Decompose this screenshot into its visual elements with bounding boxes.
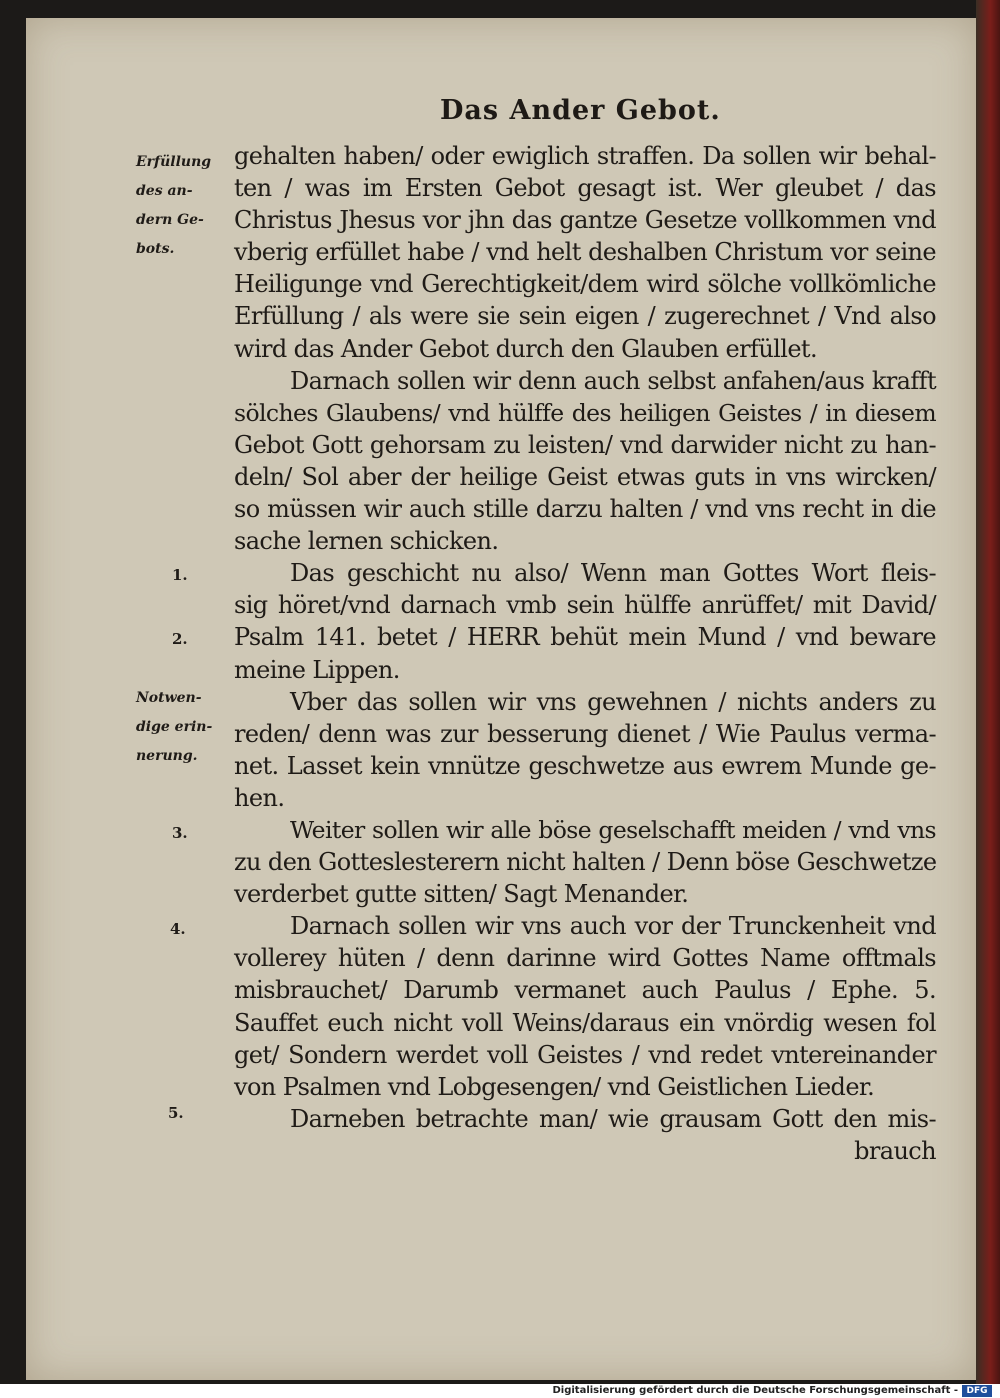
funding-credit: Digitalisierung gefördert durch die Deutsche Forschungsgemeinschaft - [552,1385,958,1396]
text-line: hen. [234,783,285,812]
margin-number: 1. [172,566,188,584]
text-line: sölches Glaubens/ vnd hülffe des heiligen Geistes / in diesem [234,398,936,427]
text-line: gehalten haben/ oder ewiglich straffen. Da sollen wir behal- [234,142,936,170]
text-line: Darnach sollen wir vns auch vor der Trunckenheit vnd [290,912,936,941]
text-line: von Psalmen vnd Lobgesengen/ vnd Geistlichen Lieder. [234,1072,875,1101]
margin-note-line: des an- [136,183,193,199]
text-line: Darneben betrachte man/ wie grausam Gott den mis- [290,1104,936,1133]
book-spine-edge [976,0,1000,1384]
margin-number: 3. [172,824,188,842]
text-line: get/ Sondern werdet voll Geistes / vnd redet vntereinander [234,1040,936,1069]
text-line: Christus Jhesus vor jhn das gantze Gesetze vollkommen vnd [234,206,936,235]
text-line: Vber das sollen wir vns gewehnen / nichts anders zu [290,687,936,716]
margin-note-line: dern Ge- [136,212,204,228]
text-line: vollerey hüten / denn darinne wird Gottes Name offtmals [234,944,936,973]
running-head: Das Ander Gebot. [440,95,721,126]
margin-note-fulfillment [136,148,211,264]
body-text [234,140,936,1167]
text-line: reden/ denn was zur besserung dienet / Wie Paulus verma- [234,719,936,748]
text-line: verderbet gutte sitten/ Sagt Menander. [234,880,689,909]
text-line: misbrauchet/ Darumb vermanet auch Paulus / Ephe. 5. [234,976,936,1005]
text-line: meine Lippen. [234,655,400,684]
text-line: vberig erfüllet habe / vnd helt deshalben Christum vor seine [234,238,936,267]
margin-number: 2. [172,630,188,648]
text-line: Heiligunge vnd Gerechtigkeit/dem wird sölche vollkömliche [234,270,936,299]
text-line: net. Lasset kein vnnütze geschwetze aus ewrem Munde ge- [234,751,936,780]
text-line: wird das Ander Gebot durch den Glauben erfüllet. [234,334,818,363]
text-line: Gebot Gott gehorsam zu leisten/ vnd darwider nicht zu han- [234,430,936,459]
text-line: Psalm 141. betet / HERR behüt mein Mund / vnd beware [234,623,936,652]
digitization-footer [0,1384,1000,1398]
text-line: so müssen wir auch stille darzu halten / vnd vns recht in die [234,495,936,524]
text-line: deln/ Sol aber der heilige Geist etwas guts in vns wircken/ [234,462,936,491]
margin-note-line: bots. [136,241,175,257]
text-line: ten / was im Ersten Gebot gesagt ist. Wer gleubet / das [234,174,936,203]
text-line: Sauffet euch nicht voll Weins/daraus ein vnördig wesen fol [234,1008,936,1037]
margin-note-line: Notwen- [136,690,202,706]
text-line: sache lernen schicken. [234,527,499,556]
margin-note-reminder [136,684,212,771]
text-line: Darnach sollen wir denn auch selbst anfahen/aus krafft [290,366,936,395]
text-line: sig höret/vnd darnach vmb sein hülffe anrüffet/ mit David/ [234,591,936,620]
margin-number: 4. [170,920,186,938]
margin-number: 5. [168,1104,184,1122]
dfg-logo-icon: DFG [962,1385,992,1397]
text-line: Das geschicht nu also/ Wenn man Gottes Wort fleis- [290,559,936,588]
text-line: zu den Gotteslesterern nicht halten / Denn böse Geschwetze [234,848,937,877]
catchword: brauch [854,1136,936,1165]
margin-note-line: Erfüllung [136,154,212,170]
margin-note-line: nerung. [136,748,198,764]
margin-note-line: dige erin- [136,719,213,735]
text-line: Erfüllung / als were sie sein eigen / zugerechnet / Vnd also [234,302,936,331]
text-line: Weiter sollen wir alle böse geselschafft meiden / vnd vns [290,815,936,844]
